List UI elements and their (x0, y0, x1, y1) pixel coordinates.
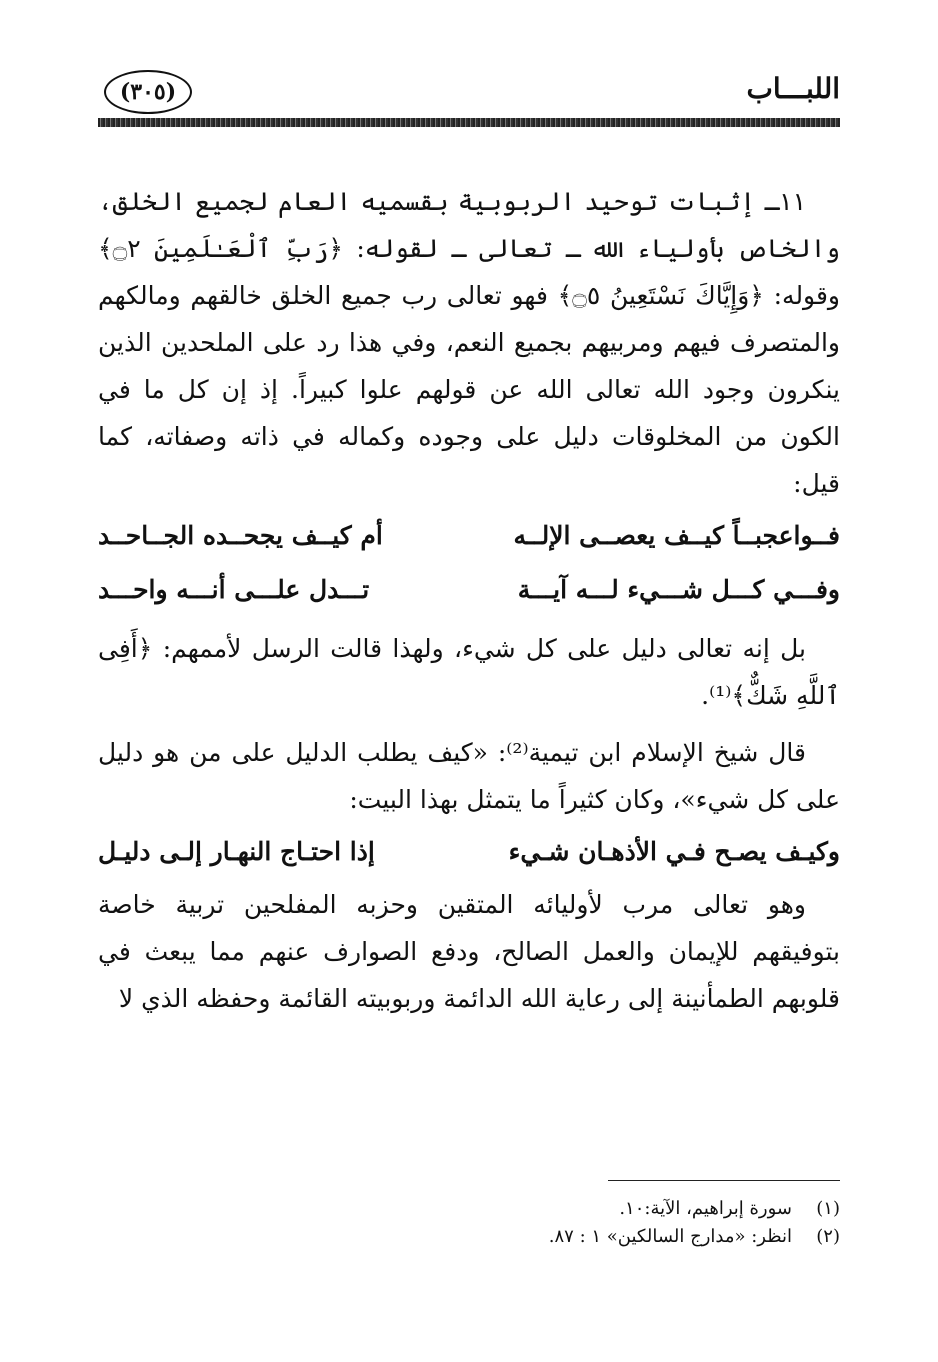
page-number: (٣٠٥) (104, 70, 192, 114)
verse-1-first-hemistich: فــواعجبــاً كيــف يعصــى الإلــه (513, 521, 840, 550)
verse-2-first-hemistich: وفـــي كـــل شـــيء لـــه آيـــة (517, 575, 840, 604)
verse-3-second-hemistich: إذا احتـاج النهـار إلـى دليـل (98, 837, 375, 866)
header-divider (98, 118, 840, 127)
paragraph-evidence: بل إنه تعالى دليل على كل شيء، ولهذا قالت الرسل لأممهم: ﴿أَفِى ٱللَّهِ شَكٌّ﴾⁽¹⁾. (98, 634, 840, 710)
footnote-2-text: انظر: «مدارج السالكين» ١ : ٨٧. (548, 1226, 792, 1247)
paragraph-rububiyyah: ١١ـ إثبات توحيد الربوبية بقسميه العام لجميع الخلق، والخاص بأولياء الله ـ تعالى ـ لقوله: ﴿رَبِّ ٱلْعَـٰلَمِينَ ۝٢﴾ وقوله: ﴿وَإِيَّاكَ نَسْتَعِينُ ۝٥﴾ فهو تعالى رب جميع الخلق خالقهم ومالكهم والمتصرف فيهم ومربيهم بجميع النعم، وفي هذا رد على الملحدين الذين ينكرون وجود الله تعالى الله عن قولهم علوا كبيراً. إذ إن كل ما في الكون من المخلوقات دليل على وجوده وكماله في ذاته وصفاته، كما قيل: (98, 187, 840, 498)
footnote-2 (549, 1224, 840, 1250)
poem-verse-1 (98, 511, 840, 561)
verse-1-second-hemistich: أم كيــف يجحــده الجــاحــد (98, 521, 383, 550)
footnote-2-number: (٢) (816, 1226, 840, 1247)
verse-2-second-hemistich: تـــدل علـــى أنـــه واحـــد (98, 575, 370, 604)
paragraph-special-rububiyyah: وهو تعالى مرب لأوليائه المتقين وحزبه المفلحين تربية خاصة بتوفيقهم للإيمان والعمل الصالح، ودفع الصوارف عنهم مما يبعث في قلوبهم الطمأنينة إلى رعاية الله الدائمة وربوبيته القائمة وحفظه الذي لا (98, 890, 840, 1013)
poem-verse-3 (98, 827, 840, 877)
footnote-1-text: سورة إبراهيم، الآية:١٠. (619, 1198, 792, 1219)
paragraph-ibn-taymiyyah: قال شيخ الإسلام ابن تيمية⁽²⁾: «كيف يطلب الدليل على من هو دليل على كل شيء»، وكان كثيراً ما يتمثل بهذا البيت: (98, 738, 840, 814)
page-header (98, 62, 840, 118)
footnote-1-number: (١) (816, 1198, 840, 1219)
poem-verse-2 (98, 565, 840, 615)
verse-3-first-hemistich: وكيـف يصـح فـي الأذهـان شـيء (508, 837, 840, 866)
footnote-divider (608, 1180, 840, 1181)
main-text (98, 178, 840, 1022)
footnote-1 (619, 1196, 840, 1222)
running-title: اللبـــاب (746, 72, 840, 105)
